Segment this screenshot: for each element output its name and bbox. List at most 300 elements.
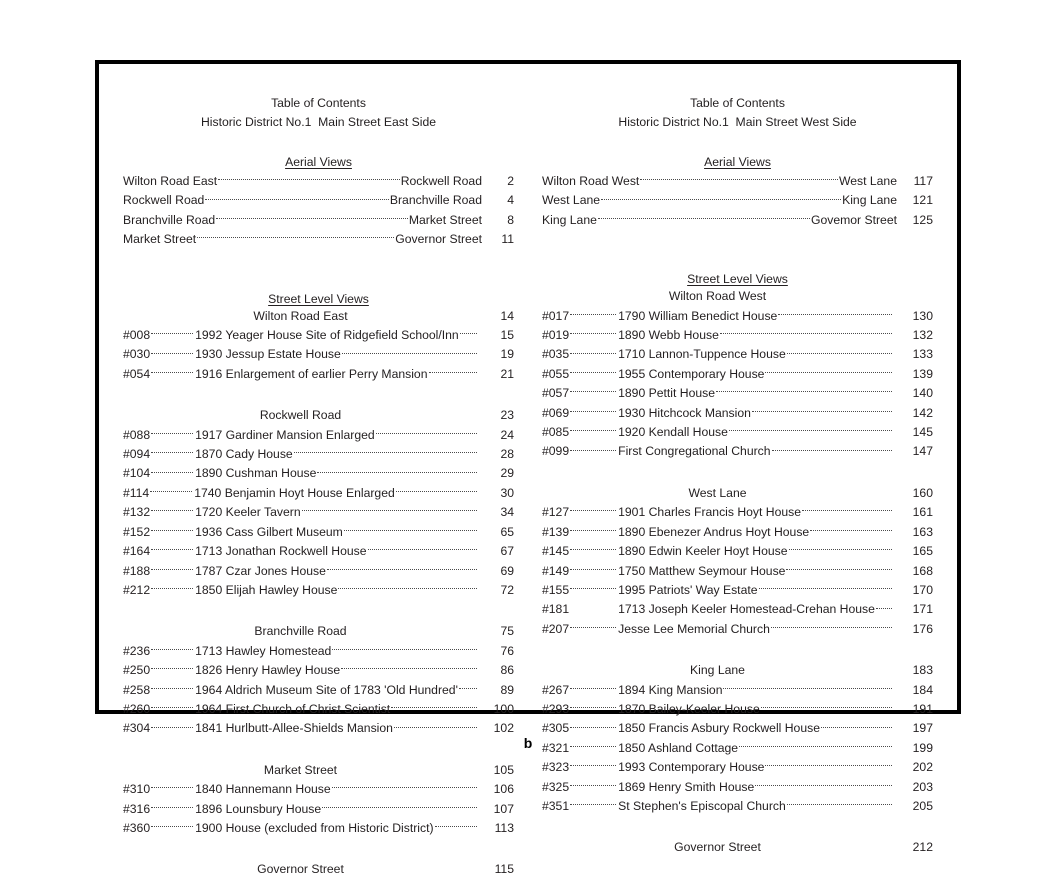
page-number: 205 bbox=[912, 798, 933, 813]
entry-title: 1850 Elijah Hawley House bbox=[195, 582, 338, 597]
toc-entry-row[interactable] bbox=[542, 442, 933, 461]
toc-entry-row[interactable] bbox=[542, 542, 933, 561]
dot-leader bbox=[294, 452, 477, 453]
dot-leader bbox=[778, 314, 892, 315]
marker-dot-leader bbox=[150, 491, 192, 492]
entry-title: 1750 Matthew Seymour House bbox=[618, 563, 786, 578]
entry-title: 1840 Hannemann House bbox=[195, 782, 331, 797]
page-number: 11 bbox=[501, 232, 514, 247]
dot-leader bbox=[772, 450, 892, 451]
dot-leader bbox=[759, 588, 892, 589]
page-number: 203 bbox=[912, 779, 933, 794]
marker-dot-leader bbox=[151, 649, 193, 650]
section-title-street-level: Street Level Views bbox=[687, 272, 788, 287]
entry-title: 1826 Henry Hawley House bbox=[195, 663, 341, 678]
toc-entry-row[interactable] bbox=[123, 523, 514, 542]
page-number: 160 bbox=[912, 485, 933, 500]
toc-entry-row[interactable] bbox=[123, 780, 514, 799]
page-number: 107 bbox=[493, 801, 514, 816]
toc-entry-row[interactable] bbox=[123, 445, 514, 464]
marker-dot-leader bbox=[151, 452, 193, 453]
entry-title: St Stephen's Episcopal Church bbox=[618, 798, 786, 813]
page-number: 145 bbox=[912, 425, 933, 440]
dot-leader bbox=[368, 549, 477, 550]
marker-dot-leader bbox=[570, 688, 616, 689]
dot-leader bbox=[729, 430, 892, 431]
toc-subtitle: Historic District No.1 Main Street West Side bbox=[618, 114, 857, 129]
page-number: 69 bbox=[500, 563, 514, 578]
toc-aerial-row[interactable] bbox=[123, 230, 514, 249]
street-name: West Lane bbox=[688, 485, 747, 500]
toc-subtitle: Historic District No.1 Main Street East Side bbox=[200, 114, 437, 129]
street-name: Wilton Road West bbox=[668, 289, 767, 304]
aerial-destination: Govemor Street bbox=[810, 212, 897, 227]
toc-entry-row[interactable] bbox=[542, 307, 933, 326]
marker-dot-leader bbox=[151, 826, 193, 827]
toc-entry-row[interactable] bbox=[123, 581, 514, 600]
page-number: 212 bbox=[912, 840, 933, 855]
aerial-list-west bbox=[542, 172, 933, 230]
entry-marker: #019 bbox=[542, 328, 570, 343]
entry-title: 1841 Hurlbutt-Allee-Shields Mansion bbox=[195, 721, 393, 736]
toc-column-west bbox=[528, 94, 947, 855]
entry-marker: #088 bbox=[123, 427, 151, 442]
marker-dot-leader bbox=[570, 372, 616, 373]
page-number: 171 bbox=[912, 602, 933, 617]
entry-marker: #008 bbox=[123, 328, 151, 343]
entry-title: 1870 Bailey-Keeler House bbox=[618, 701, 760, 716]
entry-marker: #104 bbox=[123, 466, 151, 481]
entry-title: 1964 Aldrich Museum Site of 1783 'Old Hundred' bbox=[195, 682, 458, 697]
marker-dot-leader bbox=[151, 333, 193, 334]
entry-marker: #094 bbox=[123, 447, 151, 462]
entry-marker: #267 bbox=[542, 682, 570, 697]
entry-marker: #055 bbox=[542, 366, 570, 381]
marker-dot-leader bbox=[570, 627, 616, 628]
page-number: 21 bbox=[500, 366, 514, 381]
marker-dot-leader bbox=[570, 707, 616, 708]
toc-entry-row[interactable] bbox=[123, 819, 514, 838]
toc-entry-row[interactable] bbox=[542, 326, 933, 345]
marker-dot-leader bbox=[570, 588, 616, 589]
page-number: 65 bbox=[500, 524, 514, 539]
toc-entry-row[interactable] bbox=[123, 464, 514, 483]
street-name: King Lane bbox=[690, 663, 745, 678]
toc-entry-row[interactable] bbox=[123, 800, 514, 819]
dot-leader bbox=[460, 333, 477, 334]
aerial-destination: King Lane bbox=[842, 193, 897, 208]
page-number: 191 bbox=[912, 701, 933, 716]
entry-marker: #069 bbox=[542, 405, 570, 420]
marker-dot-leader bbox=[570, 804, 616, 805]
marker-dot-leader bbox=[151, 727, 193, 728]
entry-marker: #155 bbox=[542, 582, 570, 597]
page-number: 102 bbox=[493, 721, 514, 736]
page-number: 202 bbox=[912, 760, 933, 775]
page-number: 133 bbox=[912, 347, 933, 362]
entry-marker: #017 bbox=[542, 308, 570, 323]
entry-marker: #323 bbox=[542, 760, 570, 775]
toc-aerial-row[interactable] bbox=[542, 172, 933, 191]
entry-marker: #304 bbox=[123, 721, 151, 736]
dot-leader bbox=[789, 549, 893, 550]
entry-title: 1713 Joseph Keeler Homestead-Crehan House bbox=[618, 602, 875, 617]
toc-entry-row[interactable] bbox=[123, 326, 514, 345]
entry-marker: #310 bbox=[123, 782, 151, 797]
toc-columns bbox=[99, 64, 957, 877]
aerial-origin: Branchville Road bbox=[123, 212, 216, 227]
entry-title: 1713 Hawley Homestead bbox=[195, 643, 332, 658]
page-number: 19 bbox=[500, 347, 514, 362]
toc-entry-row[interactable] bbox=[542, 384, 933, 403]
marker-dot-leader bbox=[570, 765, 616, 766]
entry-title: 1964 First Church of Christ Scientist bbox=[195, 701, 391, 716]
page-number: 89 bbox=[500, 682, 514, 697]
toc-entry-row[interactable] bbox=[542, 562, 933, 581]
dot-leader bbox=[332, 649, 477, 650]
dot-leader bbox=[332, 787, 477, 788]
marker-dot-leader bbox=[570, 549, 616, 550]
toc-aerial-row[interactable] bbox=[123, 191, 514, 210]
marker-dot-leader bbox=[151, 707, 193, 708]
page-number: 125 bbox=[912, 212, 933, 227]
street-name: Governor Street bbox=[674, 840, 761, 855]
dot-leader bbox=[723, 688, 892, 689]
dot-leader bbox=[342, 353, 477, 354]
entry-marker: #114 bbox=[123, 485, 150, 500]
toc-aerial-row[interactable] bbox=[123, 172, 514, 191]
entry-marker: #316 bbox=[123, 801, 151, 816]
aerial-destination: Market Street bbox=[408, 212, 482, 227]
figure-caption: b bbox=[523, 735, 533, 751]
entry-title: 1787 Czar Jones House bbox=[195, 563, 326, 578]
entry-title: 1890 Pettit House bbox=[618, 386, 716, 401]
toc-entry-row[interactable] bbox=[123, 426, 514, 445]
marker-dot-leader bbox=[151, 549, 193, 550]
entry-title: 1720 Keeler Tavern bbox=[195, 505, 301, 520]
entry-title: 1890 Ebenezer Andrus Hoyt House bbox=[618, 524, 810, 539]
toc-entry-row[interactable] bbox=[123, 642, 514, 661]
marker-dot-leader bbox=[151, 433, 193, 434]
entry-marker: #035 bbox=[542, 347, 570, 362]
dot-leader bbox=[598, 218, 810, 219]
dot-leader bbox=[205, 199, 389, 200]
toc-entry-row[interactable] bbox=[542, 758, 933, 777]
entry-title: 1850 Ashland Cottage bbox=[618, 740, 739, 755]
entry-marker: #164 bbox=[123, 544, 151, 559]
toc-entry-row[interactable] bbox=[123, 365, 514, 384]
marker-dot-leader bbox=[570, 333, 616, 334]
page-number: 147 bbox=[912, 444, 933, 459]
page-number: 86 bbox=[500, 663, 514, 678]
page-number: 130 bbox=[912, 308, 933, 323]
page-number: 139 bbox=[912, 366, 933, 381]
entry-title: 1930 Jessup Estate House bbox=[195, 347, 341, 362]
entry-marker: #236 bbox=[123, 643, 151, 658]
dot-leader bbox=[755, 785, 892, 786]
entry-title: 1890 Cushman House bbox=[195, 466, 317, 481]
marker-dot-leader bbox=[151, 668, 193, 669]
section-title-aerial: Aerial Views bbox=[704, 155, 771, 169]
aerial-origin: Rockwell Road bbox=[123, 193, 205, 208]
section-title-aerial: Aerial Views bbox=[285, 155, 352, 169]
dot-leader bbox=[640, 179, 838, 180]
marker-dot-leader bbox=[570, 510, 616, 511]
entry-marker: #054 bbox=[123, 366, 151, 381]
street-name: Branchville Road bbox=[254, 624, 347, 639]
street-name: Rockwell Road bbox=[259, 408, 342, 423]
toc-entry-row[interactable] bbox=[542, 600, 933, 619]
toc-entry-row[interactable] bbox=[542, 503, 933, 522]
entry-title: Jesse Lee Memorial Church bbox=[618, 621, 770, 636]
entry-title: 1890 Edwin Keeler Hoyt House bbox=[618, 544, 788, 559]
toc-entry-row[interactable] bbox=[123, 542, 514, 561]
page-number: 28 bbox=[500, 447, 514, 462]
entry-marker: #325 bbox=[542, 779, 570, 794]
entry-title: 1930 Hitchcock Mansion bbox=[618, 405, 751, 420]
entry-marker: #181 bbox=[542, 602, 570, 617]
dot-leader bbox=[765, 765, 892, 766]
page-number: 72 bbox=[500, 582, 514, 597]
toc-entry-row[interactable] bbox=[123, 484, 514, 503]
aerial-origin: King Lane bbox=[542, 212, 597, 227]
entry-marker: #030 bbox=[123, 347, 151, 362]
toc-entry-row[interactable] bbox=[123, 681, 514, 700]
marker-dot-leader bbox=[570, 530, 616, 531]
street-name: Market Street bbox=[263, 762, 338, 777]
toc-title: Table of Contents bbox=[690, 96, 785, 110]
dot-leader bbox=[787, 804, 892, 805]
page-number: 100 bbox=[493, 701, 514, 716]
toc-column-east bbox=[109, 94, 528, 877]
dot-leader bbox=[327, 569, 477, 570]
page-number: 105 bbox=[493, 762, 514, 777]
entry-marker: #139 bbox=[542, 524, 570, 539]
street-group-heading bbox=[542, 287, 933, 306]
dot-leader bbox=[341, 668, 477, 669]
entry-title: 1936 Cass Gilbert Museum bbox=[195, 524, 343, 539]
page-number: 8 bbox=[507, 212, 514, 227]
page-number: 197 bbox=[912, 721, 933, 736]
toc-entry-row[interactable] bbox=[123, 503, 514, 522]
street-list-east bbox=[123, 307, 514, 880]
column-heading-east bbox=[123, 94, 514, 131]
dot-leader bbox=[344, 530, 477, 531]
page-number: 34 bbox=[500, 505, 514, 520]
aerial-destination: West Lane bbox=[838, 174, 897, 188]
page-number: 4 bbox=[507, 193, 514, 208]
street-name: Wilton Road East bbox=[253, 308, 348, 323]
marker-dot-leader bbox=[570, 430, 616, 431]
entry-title: 1993 Contemporary House bbox=[618, 760, 765, 775]
entry-marker: #258 bbox=[123, 682, 151, 697]
entry-marker: #132 bbox=[123, 505, 151, 520]
street-name: Governor Street bbox=[257, 862, 344, 877]
toc-entry-row[interactable] bbox=[123, 345, 514, 364]
marker-dot-leader bbox=[151, 472, 193, 473]
marker-dot-leader bbox=[570, 450, 616, 451]
dot-leader bbox=[786, 569, 892, 570]
entry-marker: #207 bbox=[542, 621, 570, 636]
dot-leader bbox=[876, 608, 892, 609]
entry-title: 1916 Enlargement of earlier Perry Mansion bbox=[195, 366, 428, 381]
page-number: 183 bbox=[912, 663, 933, 678]
entry-marker: #351 bbox=[542, 798, 570, 813]
entry-marker: #188 bbox=[123, 563, 151, 578]
aerial-origin: Wilton Road East bbox=[123, 174, 218, 188]
page-number: 15 bbox=[500, 328, 514, 343]
entry-marker: #085 bbox=[542, 425, 570, 440]
dot-leader bbox=[396, 491, 477, 492]
marker-dot-leader bbox=[151, 807, 193, 808]
dot-leader bbox=[317, 472, 477, 473]
street-group-heading bbox=[123, 622, 514, 641]
aerial-origin: Wilton Road West bbox=[542, 174, 640, 188]
dot-leader bbox=[601, 199, 841, 200]
entry-title: 1995 Patriots' Way Estate bbox=[618, 582, 758, 597]
street-group-heading bbox=[123, 307, 514, 326]
aerial-origin: West Lane bbox=[542, 193, 601, 208]
dot-leader bbox=[716, 391, 892, 392]
entry-marker: #293 bbox=[542, 701, 570, 716]
dot-leader bbox=[802, 510, 892, 511]
aerial-destination: Governor Street bbox=[395, 232, 482, 247]
entry-title: 1890 Webb House bbox=[618, 328, 719, 343]
entry-title: 1992 Yeager House Site of Ridgefield School/Inn bbox=[195, 328, 459, 343]
dot-leader bbox=[376, 433, 477, 434]
entry-title: 1850 Francis Asbury Rockwell House bbox=[618, 721, 820, 736]
dot-leader bbox=[761, 707, 892, 708]
toc-entry-row[interactable] bbox=[542, 797, 933, 816]
page-number: 67 bbox=[500, 544, 514, 559]
entry-title: 1917 Gardiner Mansion Enlarged bbox=[195, 427, 375, 442]
dot-leader bbox=[429, 372, 478, 373]
page-number: 23 bbox=[500, 408, 514, 423]
dot-leader bbox=[810, 530, 892, 531]
page-number: 106 bbox=[493, 782, 514, 797]
page-number: 170 bbox=[912, 582, 933, 597]
toc-title: Table of Contents bbox=[271, 96, 366, 110]
page-number: 176 bbox=[912, 621, 933, 636]
entry-title: 1740 Benjamin Hoyt House Enlarged bbox=[194, 485, 395, 500]
dot-leader bbox=[771, 627, 892, 628]
aerial-destination: Rockwell Road bbox=[400, 174, 482, 188]
street-group-heading bbox=[123, 761, 514, 780]
marker-dot-leader bbox=[151, 353, 193, 354]
page-number: 184 bbox=[912, 682, 933, 697]
page-number: 29 bbox=[500, 466, 514, 481]
dot-leader bbox=[459, 688, 477, 689]
entry-marker: #250 bbox=[123, 663, 151, 678]
toc-entry-row[interactable] bbox=[542, 700, 933, 719]
entry-title: 1900 House (excluded from Historic District) bbox=[195, 820, 434, 835]
page-number: 117 bbox=[913, 174, 933, 188]
street-group-heading bbox=[123, 406, 514, 425]
marker-dot-leader bbox=[570, 411, 616, 412]
aerial-destination: Branchville Road bbox=[389, 193, 482, 208]
entry-marker: #145 bbox=[542, 544, 570, 559]
street-group-heading bbox=[542, 484, 933, 503]
entry-title: 1713 Jonathan Rockwell House bbox=[195, 544, 367, 559]
entry-marker: #260 bbox=[123, 701, 151, 716]
aerial-list-east bbox=[123, 172, 514, 250]
marker-dot-leader bbox=[151, 510, 193, 511]
dot-leader bbox=[197, 237, 394, 238]
street-group-heading bbox=[542, 661, 933, 680]
page-number: 161 bbox=[912, 505, 933, 520]
toc-entry-row[interactable] bbox=[123, 700, 514, 719]
entry-title: 1901 Charles Francis Hoyt House bbox=[618, 505, 802, 520]
marker-dot-leader bbox=[570, 353, 616, 354]
marker-dot-leader bbox=[570, 569, 616, 570]
marker-dot-leader bbox=[151, 372, 193, 373]
page-number: 75 bbox=[500, 624, 514, 639]
entry-marker: #212 bbox=[123, 582, 151, 597]
entry-title: 1870 Cady House bbox=[195, 447, 293, 462]
toc-entry-row[interactable] bbox=[542, 423, 933, 442]
dot-leader bbox=[302, 510, 477, 511]
street-group-heading bbox=[123, 860, 514, 879]
aerial-origin: Market Street bbox=[123, 232, 197, 247]
column-heading-west bbox=[542, 94, 933, 131]
entry-title: 1896 Lounsbury House bbox=[195, 801, 322, 816]
toc-entry-row[interactable] bbox=[542, 620, 933, 639]
dot-leader bbox=[765, 372, 892, 373]
toc-entry-row[interactable] bbox=[542, 681, 933, 700]
toc-entry-row[interactable] bbox=[542, 365, 933, 384]
toc-entry-row[interactable] bbox=[123, 562, 514, 581]
toc-entry-row[interactable] bbox=[542, 581, 933, 600]
dot-leader bbox=[338, 588, 477, 589]
entry-marker: #149 bbox=[542, 563, 570, 578]
page-number: 168 bbox=[912, 563, 933, 578]
page-number: 30 bbox=[500, 485, 514, 500]
toc-entry-row[interactable] bbox=[542, 778, 933, 797]
marker-dot-leader bbox=[570, 785, 616, 786]
page-number: 14 bbox=[500, 308, 514, 323]
page-number: 113 bbox=[494, 820, 514, 835]
page-number: 76 bbox=[500, 643, 514, 658]
marker-dot-leader bbox=[570, 314, 616, 315]
dot-leader bbox=[787, 353, 892, 354]
entry-marker: #321 bbox=[542, 740, 570, 755]
entry-title: 1869 Henry Smith House bbox=[618, 779, 755, 794]
toc-entry-row[interactable] bbox=[123, 661, 514, 680]
dot-leader bbox=[435, 826, 477, 827]
dot-leader bbox=[218, 179, 400, 180]
toc-entry-row[interactable] bbox=[542, 345, 933, 364]
entry-marker: #057 bbox=[542, 386, 570, 401]
page-number: 121 bbox=[912, 193, 933, 208]
marker-dot-leader bbox=[151, 530, 193, 531]
toc-aerial-row[interactable] bbox=[542, 211, 933, 230]
page-number: 2 bbox=[507, 174, 514, 188]
dot-leader bbox=[394, 727, 477, 728]
section-title-street-level: Street Level Views bbox=[268, 291, 369, 306]
page-number: 199 bbox=[912, 740, 933, 755]
entry-marker: #305 bbox=[542, 721, 570, 736]
toc-aerial-row[interactable] bbox=[542, 191, 933, 210]
dot-leader bbox=[821, 727, 892, 728]
page-number: 132 bbox=[912, 328, 933, 343]
toc-aerial-row[interactable] bbox=[123, 211, 514, 230]
marker-dot-leader bbox=[151, 588, 193, 589]
marker-dot-leader bbox=[570, 727, 616, 728]
page-number: 165 bbox=[912, 544, 933, 559]
toc-entry-row[interactable] bbox=[542, 404, 933, 423]
entry-marker: #152 bbox=[123, 524, 151, 539]
toc-entry-row[interactable] bbox=[542, 523, 933, 542]
